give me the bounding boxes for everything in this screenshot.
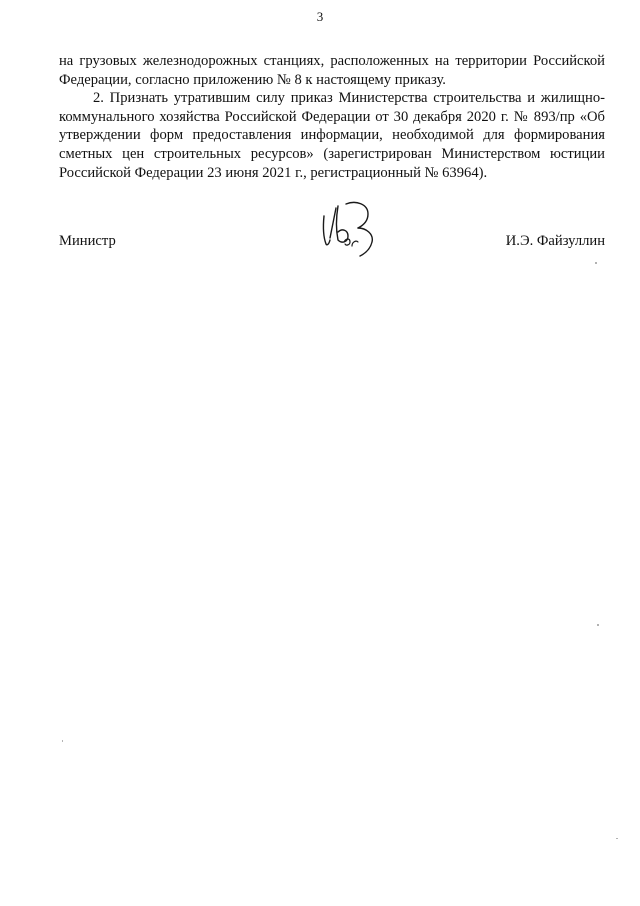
scan-speck [616,838,618,839]
handwritten-signature-icon [318,198,382,258]
scan-speck [62,740,63,742]
paragraph-continuation: на грузовых железнодорожных станциях, расположенных на территории Российской Федерации, согласно приложению № 8 к настоящему приказу. [59,53,605,88]
scan-speck [597,624,599,626]
document-body [59,52,605,182]
scan-speck [595,262,597,264]
page-number: 3 [316,9,324,24]
signatory-name: И.Э. Файзуллин [505,233,605,249]
paragraph-item-2: 2. Признать утратившим силу приказ Министерства строительства и жилищно-коммунального хозяйства Российской Федерации от 30 декабря 2020 г. № 893/пр «Об утверждении форм предоставления информации, необходимой для формирования сметных цен строительных ресурсов» (зарегистрирован Министерством юстиции Российской Федерации 23 июня 2021 г., регистрационный № 63964). [59,90,605,181]
signatory-title: Министр [59,233,116,249]
